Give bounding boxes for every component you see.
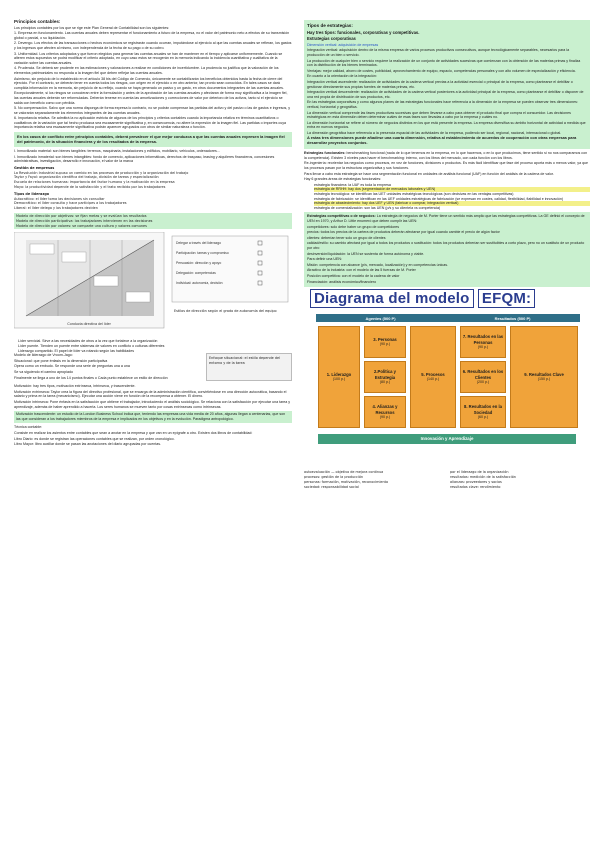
uen-item: desinversión/liquidación: la UEN se sustenta de forma autónoma y viable. <box>307 251 425 256</box>
cuarta-dimension: A estas tres dimensiones puede añadirse una cuarta dimensión, relativa al establecimiento de acuerdos de cooperación con otras empresas para desarrollar proyectos conjuntos. <box>307 135 577 146</box>
box-points: (140 p.) <box>426 377 440 382</box>
uen-item: calidad/estilo: su cambio afectará por igual a todos los productos o sustitución: todos los productos deberían ser sustituibles a corto plazo, pero no un sustituto de un producto por otro <box>307 241 585 250</box>
conflicto-text: En los casos de conflicto entre principios contables, deberá prevalecer el que mejor conduzca a que las cuentas anuales expresen la imagen fiel del patrimonio, de la situación financiera y de los resultados de la empresa. <box>17 134 285 145</box>
dimension-geografica: La dimensión geográfica hace referencia a la presencia espacial de las actividades de la empresa, pudiendo ser local, regional, nacional, internacional o global. <box>307 130 562 135</box>
box-label: 1. Liderazgo <box>326 371 352 377</box>
principio-2: 2. Devengo. Los efectos de las transacciones o hechos económicos se registrarán cuando ocurran, imputándose al ejercicio al que las cuentas anuales se refieran, los gastos y los ingresos que afecten al mismo, con independencia de la fecha de su pago o de su cobro. <box>14 41 292 50</box>
libro-mayor: Libro Mayor: libro auxiliar donde se pasan las anotaciones del diario agrupadas por cuentas. <box>14 442 162 447</box>
agentes-label: Agentes (500 P) <box>365 315 396 321</box>
tipos-liderazgo-title: Tipos de liderazgo <box>14 191 50 196</box>
cadena-valor-text: Para llevar a cabo esta estrategia se hace una segmentación funcional en unidades de análisis funcional (UAF) en función del análisis de la cadena de valor. <box>304 171 554 176</box>
efqm-title-text: Diagrama del modelo <box>310 289 474 308</box>
modelo-line: Modelo de dirección por objetivos: se fijan metas y se evalúan los resultados <box>16 214 147 219</box>
efqm-title <box>310 290 590 307</box>
modelo-line: Modelo de dirección participativa: los trabajadores intervienen en las decisiones <box>16 218 153 223</box>
tipo-liderazgo: Liberal: el líder delega y los trabajadores deciden <box>14 206 98 211</box>
vroom-item: Finalmente se llega a uno de los 14 puntos finales o Cada punto establece un estilo de dirección <box>14 375 168 380</box>
efqm-box-personas <box>364 326 406 358</box>
area-item: estrategia financiera: la UAF es toda la empresa <box>314 182 391 187</box>
hand-note: procesos: gestión de la producción <box>304 474 364 479</box>
area-item: estrategia de comercialización: son las UEN (p/s y su clientela vs competencia) <box>314 205 441 210</box>
motivacion-extrinseca: Motivación extrínseca: Taylor crea la figura del directivo profesional, que se encarga de la administración científica, convirtiéndose en una dirección autocrática, basando el salario y prima en la tarea (mecanicismo). Ejecutar una acción viene en función de la recompensa a obtener. El dinero. <box>14 389 287 399</box>
corporativas-title: Estrategias corporativas <box>307 36 356 42</box>
libro-diario: Libro Diario: es donde se registran las operaciones contables que se realizan, por orden cronológico. <box>14 436 175 441</box>
lider-bullet: Líder puente. Tienden un puente entre sistemas de valores en conflicto o culturas diferentes <box>18 344 165 348</box>
efqm-box-resultados-sociedad <box>460 396 506 428</box>
competitivas-text: La estrategia de negocios de M. Porter tiene un sentido más amplio que las estrategias competitivas. La GE definió el concepto de UEN en 1970, y Arthur D. Little enumeró que deben cumplir las UEN: <box>307 214 585 223</box>
integracion-descendente: Integración vertical descendente: realización de actividades de la cadena vertical posteriores a la actividad principal de la empresa, como plantearse el debilitar o disponer de una red propia de distribución de sus productos, etc. <box>307 90 584 99</box>
chart2-line: Delegar a través del liderazgo <box>176 241 222 246</box>
vroom-item: Se va siguiendo el camino apropiado <box>14 369 73 374</box>
area-item: estrategia de RRHH: hay dos (segmentación de mercados laborales y UEN) <box>314 187 590 192</box>
tipo-liderazgo: Democrático: el líder consulta y hace partícipes a los trabajadores <box>14 201 127 206</box>
box-label: 5. Procesos <box>421 371 445 377</box>
funcionales-body: benchmarking funcional (nada de lo que tenemos en la empresa, en lo que hacemos, o en lo que producimos, tiene sentido si no nos comparamos con la competencia). Existen 3 niveles para hacer el benchmarking: interno, con los libros del mercado, con cada función con los libros. <box>304 151 588 160</box>
uen-def: Posición competitiva: con el modelo de la cadena de valor <box>307 273 400 278</box>
uen-def: Atractivo de la industria: con el modelo de las 5 fuerzas de M. Porter <box>307 268 416 273</box>
seis-areas-title: Hay 6 grandes áreas de estrategias funcionales: <box>304 177 382 182</box>
estrategias-band <box>304 20 590 149</box>
box-label: 9. Resultados Clave <box>524 371 564 377</box>
right-column <box>304 18 590 489</box>
inmovilizado-material: I. Inmovilizado material: son bienes tangibles: terrenos, maquinaria, instalaciones y edificios, mobiliario, vehículos, ordenadores… <box>14 149 221 154</box>
dimensiones-intro: En las estrategias corporativas y como algunos planes de las estrategias funcionales hace referencia a la dimensión de la empresa se pueden observar tres dimensiones: vertical, horizontal y geográfica. <box>307 100 578 109</box>
gestion-notes <box>14 166 292 230</box>
box-label: 6. Resultados en los Clientes <box>462 369 504 380</box>
areas-list <box>304 183 590 211</box>
lider-bullet: Liderazgo compartido. El papel de líder va rotando según las habilidades <box>18 348 135 353</box>
lider-bullets <box>14 339 292 353</box>
area-item: estrategia tecnológica: se identifican las UET unidades estratégicas tecnológicas (son decisivas en las ventajas competitivas) <box>314 192 514 197</box>
hand-note: resultados clave: rendimiento <box>450 484 501 489</box>
principio-6: 6. Importancia relativa. Se admitirá la no aplicación estricta de algunos de los principios y criterios contables cuando la importancia relativa en términos cuantitativos o cualitativos de la variación que tal hecho produzca sea escasamente significativa y, en consecuencia, no altere la expresión de la imagen fiel. Las partidas o importes cuya importancia relativa sea escasamente significativa podrán aparecer agrupados con otros de similar naturaleza o función. <box>14 116 287 130</box>
hand-note: personas: formación, motivación, reconocimiento <box>304 479 389 484</box>
motivacion-trascendente: Motivación trascendente: un estudio de la London Business School indica que, teniendo las empresas una vida media de 20 años, algunas llegan a centenarias, que son las que consideran a los trabajadores miembros de la empresa e implicados en los objetivos y en la evolución. Paradigma antropológico. <box>16 412 286 421</box>
uen-item: clientes: deberían tener solo un grupo de clientes <box>307 235 386 240</box>
hand-note: autoevaluación — objetivo de mejora continua <box>304 470 384 475</box>
tipos-estrategias-intro: Hay tres tipos: funcionales, corporativas y competitivas. <box>307 29 420 35</box>
efqm-box-resultados-personas <box>460 326 506 358</box>
principio-5: 5. No compensación. Salvo que una norma disponga de forma expresa lo contrario, no se podrán compensar las partidas del activo y del pasivo o las de gastos e ingresos, y se valorarán separadamente los elementos integrantes de las cuentas anuales. <box>14 106 291 115</box>
leadership-continuum-chart <box>14 232 292 336</box>
box-points: (80 p.) <box>379 379 391 384</box>
innovacion-bar: Innovación y Aprendizaje <box>318 434 576 444</box>
motivacion-title: Motivación: hay tres tipos, motivación extrínseca, intrínseca, y trascendente. <box>14 384 136 389</box>
principios-title: Principios contables: <box>14 19 61 24</box>
box-points: (100 p.) <box>332 377 346 382</box>
gestion-line: Escuela de relaciones humanas: importancia del factor humano y la motivación en la empresa <box>14 180 175 185</box>
efqm-box-resultados-clave <box>510 326 578 428</box>
principio-4c: Excepcionalmente, si los riesgos se conocieran entre la formulación y antes de la aprobación de las cuentas anuales y afectaran de forma muy significativa a la imagen fiel, las cuentas anuales deberán ser reformuladas. Deberán tenerse en cuenta las amortizaciones y correcciones de valor por deterioro de los activos, tanto si el ejercicio se salda con beneficio como con pérdida. <box>14 91 288 105</box>
principios-intro: Los principios contables por los que se rige este Plan General de Contabilidad son los siguientes: <box>14 25 170 30</box>
chart2-line: Persuasión: dirección y apoyo <box>176 261 222 266</box>
gestion-line: Mayo: la productividad depende de la satisfacción y el trato recibido por los trabajadores <box>14 185 166 190</box>
para-uen: Para definir una UEN: <box>307 257 342 262</box>
hand-note: alianzas: proveedores y socios <box>450 479 502 484</box>
vroom-item: Opera como un embudo. Se responde una serie de preguntas una a una <box>14 364 130 369</box>
efqm-diagram <box>304 290 590 470</box>
diversificacion-line: Dimensión vertical: adquisición de empresas <box>307 42 379 47</box>
principio-4: 4. Prudencia. Se deberá ser prudente en las estimaciones y valoraciones a realizar en condiciones de incertidumbre. La prudencia no justifica que la valoración de los elementos patrimoniales no responda a la imagen fiel que deben reflejar las cuentas anuales. <box>14 66 279 75</box>
uen-def: Financiación: análisis económico/financiero <box>307 279 377 284</box>
box-label: 8. Resultados en la Sociedad <box>464 404 502 415</box>
competitivas-band <box>304 212 590 287</box>
chart2-line: Individual: autonomía, decisión <box>176 281 223 286</box>
gestion-line: Taylor y Fayol: organización científica del trabajo, división de tareas y especialización <box>14 175 159 180</box>
box-points: (90 p.) <box>379 414 391 419</box>
leadership-charts <box>14 232 292 336</box>
chart2-line: Delegación: competencias <box>176 271 216 276</box>
chart2-line: Participación: tareas y compromiso <box>176 251 229 256</box>
left-column <box>14 18 292 448</box>
vroom-item: Situacional: que pone énfasis en la dimensión participativa <box>14 358 108 363</box>
box-points: (90 p.) <box>379 342 391 347</box>
gestion-line: La Revolución Industrial supuso un cambio en los procesos de producción y la organización del trabajo <box>14 170 189 175</box>
box-label: 7. Resultados en las Personas <box>462 334 504 345</box>
competitivas-title: Estrategias competitivas o de negocios: <box>307 214 376 219</box>
efqm-box-procesos <box>410 326 456 428</box>
orientacion-text: En cuanto a la orientación de la integración: <box>307 74 377 79</box>
efqm-badge: EFQM: <box>478 289 535 308</box>
box-points: (200 p.) <box>476 379 490 384</box>
funcionales-text <box>304 151 590 160</box>
efqm-box-politica <box>364 361 406 393</box>
dimension-vertical: La dimensión vertical comprende las fases productivas sucesivas que deben llevarse a cabo para obtener el producto final que compra el consumidor. Las decisiones estratégicas en esta dimensión deben determinar cuáles de esas fases son llevadas a cabo por la empresa y cuáles no. <box>307 110 571 120</box>
tecnica-text: Consiste en realizar los asientos entre contables que sean a anotar en la empresa y que van en un epígrafe a otro. Existen dos libros de contabilidad: <box>14 430 253 435</box>
efqm-hand-notes <box>304 470 590 489</box>
motivacion-trascendente-band <box>14 411 292 423</box>
hand-note: sociedad: responsabilidad social <box>304 484 359 489</box>
efqm-header-bar <box>316 314 580 322</box>
reingenieria-text: Re-ingeniería: reorientar los negocios como procesos, en vez de funciones, divisiones o productos. Es más fácil identificar que fase del proceso aporta más o menos valor, ya que los procesos pasan por la estructura organizativa y sus funciones. <box>304 161 589 171</box>
integracion-vertical: Integración vertical: adquisición dentro de la misma empresa de varios procesos productivos consecutivos, aunque tecnológicamente separables, necesarios para la producción de un bien o servicio. <box>307 48 570 57</box>
tecnica-title: Técnica contable: <box>14 425 43 430</box>
hand-note: resultados: medición de la satisfacción <box>450 474 516 479</box>
funcionales-title: Estrategias funcionales: <box>304 151 346 156</box>
box-label: 3. Personas <box>373 336 397 342</box>
resultados-label: Resultados (500 P) <box>494 315 531 321</box>
uen-def: Misión: competencia con alcance (p/s, mercado, localización) y en competencias únicas. <box>307 262 449 267</box>
dimension-horizontal: La dimensión horizontal se refiere al número de negocios distintos en los que está presente la empresa. La empresa diversifica su ámbito horizontal de actividad a medida que entra en nuevos negocios. <box>307 120 586 130</box>
box-points: (60 p.) <box>477 414 489 419</box>
uen-item: precios: todos los precios de la cartera de productos deberán afectarse por igual cuando cambie el precio de algún factor <box>307 230 500 235</box>
box-label: 4. Alianzas y Recursos <box>372 404 398 415</box>
enfoque-note: Enfoque situacional: el estilo depende del entorno y de la tarea <box>206 353 292 381</box>
modelo-line: Modelo de dirección por valores: se comparte una cultura y valores comunes <box>16 223 147 228</box>
principio-1: 1. Empresa en funcionamiento. Las cuentas anuales deben representar el funcionamiento a futuro de la empresa, no el valor del patrimonio neto a efectos de su transmisión global o parcial, o su liquidación. <box>14 31 290 40</box>
area-item: estrategia de abastecimiento: hay dos UEF y UEN (fabricar o comprar, integración vertical) <box>314 201 590 206</box>
vroom-title: Modelo de liderazgo de Vroom-Jago: <box>14 353 73 358</box>
efqm-box-resultados-clientes <box>460 361 506 393</box>
produccion-text: La producción de cualquier bien o servicio requiere la realización de un conjunto de actividades sucesivas que comienzan con la obtención de las materias primas y finaliza con la distribución de los bienes terminados. <box>307 58 581 68</box>
conflicto-band <box>14 132 292 147</box>
hand-note: por el liderazgo de la organización <box>450 470 509 475</box>
efqm-box-liderazgo <box>318 326 360 428</box>
chart-caption: Conducta directiva del líder <box>67 322 111 327</box>
box-points: (150 p.) <box>537 377 551 382</box>
principio-3: 3. Uniformidad. Los criterios adoptados y que fueron elegidos para generar las cuentas anuales se han de mantener en el tiempo y aplicarse uniformemente. Cuando se alteren estos supuestos se podrá modificar el criterio adoptado, en cuyo caso estos se recogerán en la memoria indicando la incidencia cuantitativa y cualitativa de la variación sobre las cuentas anuales. <box>14 51 283 65</box>
uen-item: competidores: solo debe haber un grupo de competidores <box>307 224 400 229</box>
inmovilizado-inmaterial: I. Inmovilizado inmaterial: son bienes intangibles: fondo de comercio, aplicaciones informáticas, derechos de traspaso, leasing y alquileres financieros, concesiones administrativas, investigación, desarrollo e innovación, el valor de la marca <box>14 154 275 164</box>
motivacion-intrinseca: Motivación intrínseca: Pone énfasis en la satisfacción que obtiene el trabajador, introduciendo el análisis sociológico. Se relaciona con la satisfacción por ejecutar una tarea y aprendizaje, además de haber aprendido a hacerla. Los seres humanos se mueven tanto por cosas extrínsecas como intrínsecas. <box>14 399 291 409</box>
gestion-title: Gestión de empresas <box>14 165 55 170</box>
chart2-caption: Estilos de dirección según el grado de autonomía del equipo <box>174 309 277 314</box>
ventajas-text: Ventajas: mejor calidad, ahorro de costes, publicidad, aprovechamiento de equipo, espacio, competencias personales y con alto volumen de especialización y eficiencia. <box>307 68 576 73</box>
tipos-estrategias-title: Tipos de estrategias: <box>307 23 353 28</box>
tipo-liderazgo: Autocrático: el líder toma las decisiones sin consultar <box>14 196 105 201</box>
lider-bullet: Líder servicial. Sirve a las necesidades de otros a la vez que fortalece a la organización <box>18 339 158 344</box>
efqm-box-alianzas <box>364 396 406 428</box>
box-points: (90 p.) <box>477 344 489 349</box>
principio-4b: Asimismo, sin perjuicio de lo establecido en el artículo 38 bis del Código de Comercio, únicamente se contabilizarán los beneficios obtenidos hasta la fecha de cierre del ejercicio. Por el contrario, se deberán tener en cuenta todos los riesgos, con origen en el ejercicio o en otro anterior, tan pronto sean conocidos. En tales casos se dará cumplida información en la memoria, sin perjuicio de su reflejo, cuando se haya generado un pasivo y un gasto, en otros documentos integrantes de las cuentas anuales. <box>14 76 284 90</box>
modelos-band <box>14 213 292 229</box>
area-item: estrategia de fabricación: se identifican en las UEF unidades estratégicas de fabricación (se expresan en costes, calidad, flexibilidad, fiabilidad e innovación) <box>314 196 564 201</box>
integracion-ascendente: Integración vertical ascendente: realización de actividades de la cadena vertical previas a la actividad esencial o principal de la empresa, como plantearse el debilitar o gestionar directamente sus propias fuentes de materias primas, etc. <box>307 79 573 89</box>
box-label: 2.Política y Estrategia <box>374 369 396 380</box>
